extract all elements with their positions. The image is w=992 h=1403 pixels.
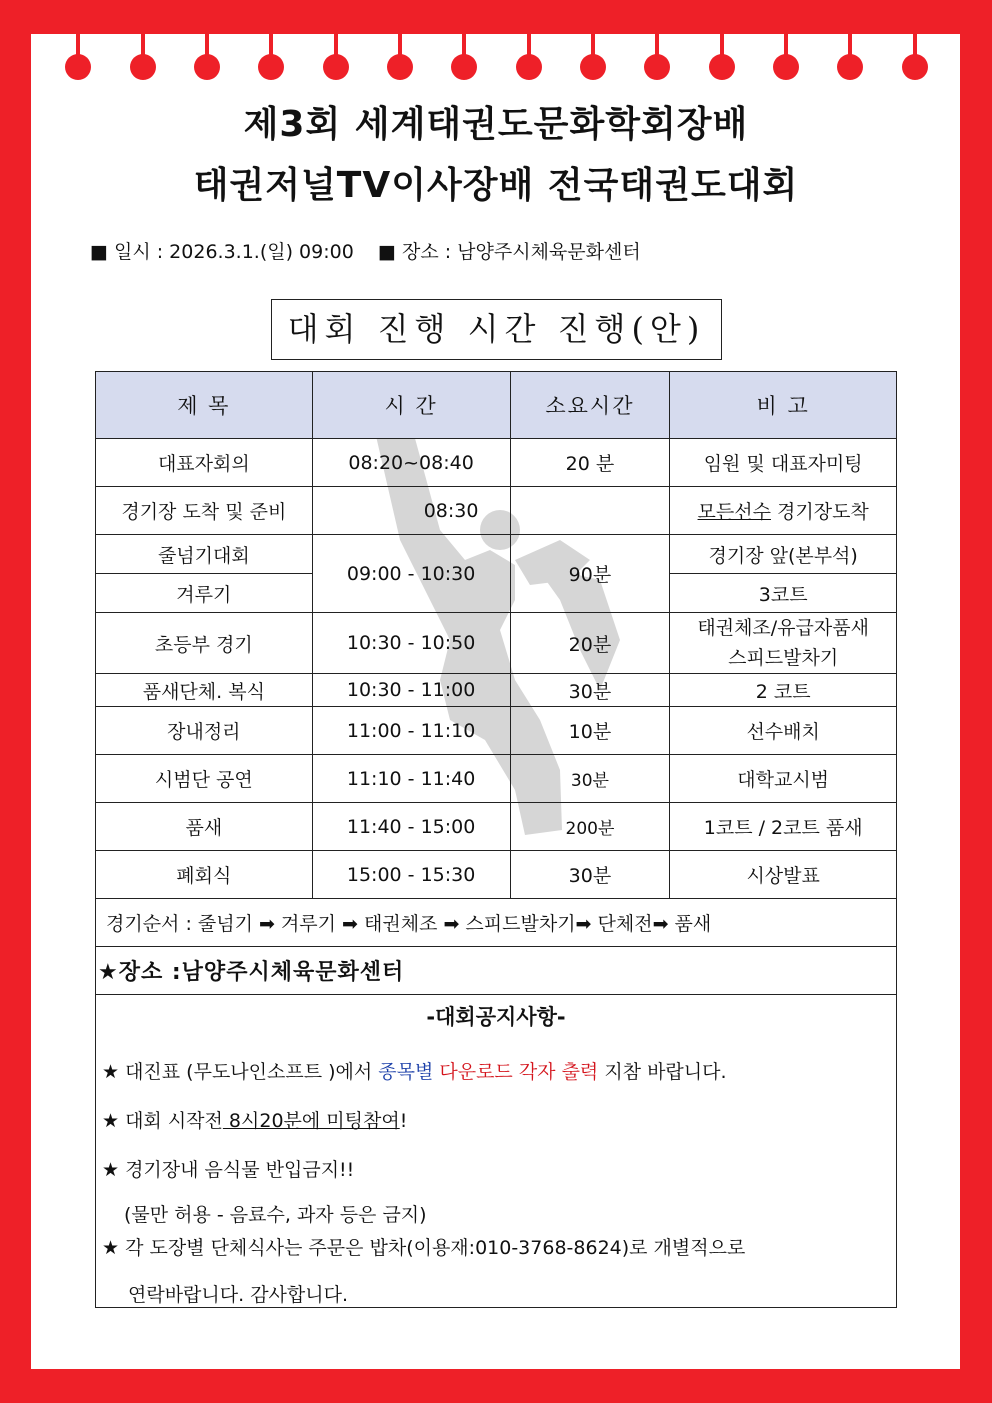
cell-title: 겨루기 <box>96 574 313 613</box>
table-row <box>96 899 897 947</box>
cell-title: 경기장 도착 및 준비 <box>96 487 313 535</box>
dot-decoration <box>65 54 91 80</box>
cell-duration: 30분 <box>510 674 670 707</box>
event-info <box>90 237 641 264</box>
notice-text: 지참 바랍니다. <box>598 1061 727 1083</box>
dot-decoration <box>580 54 606 80</box>
cell-title: 초등부 경기 <box>96 613 313 674</box>
dot-decoration <box>902 54 928 80</box>
venue-row: ★장소 :남양주시체육문화센터 <box>96 947 897 995</box>
dot-decoration <box>194 54 220 80</box>
cell-duration <box>510 487 670 535</box>
cell-note: 3코트 <box>670 574 897 613</box>
note-rest: 경기장도착 <box>770 501 869 523</box>
dot-decoration <box>387 54 413 80</box>
cell-time: 15:00 - 15:30 <box>312 851 510 899</box>
cell-time: 11:10 - 11:40 <box>312 755 510 803</box>
cell-note <box>670 613 897 674</box>
header-title: 제 목 <box>96 372 313 439</box>
cell-time: 10:30 - 10:50 <box>312 613 510 674</box>
cell-duration: 30분 <box>510 755 670 803</box>
notice-item: ★ 경기장내 음식물 반입금지!! <box>102 1159 355 1181</box>
cell-time: 11:40 - 15:00 <box>312 803 510 851</box>
table-row <box>96 613 897 674</box>
cell-title: 대표자회의 <box>96 439 313 487</box>
note-line-1: 태권체조/유급자품새 <box>697 617 869 639</box>
cell-time: 10:30 - 11:00 <box>312 674 510 707</box>
table-row <box>96 707 897 755</box>
schedule-table <box>95 371 897 1308</box>
place-info: ■ 장소 : 남양주시체육문화센터 <box>377 241 641 263</box>
notice-item <box>102 1106 896 1133</box>
cell-note: 시상발표 <box>670 851 897 899</box>
header-time: 시 간 <box>312 372 510 439</box>
table-row <box>96 674 897 707</box>
cell-title: 장내정리 <box>96 707 313 755</box>
cell-title: 폐회식 <box>96 851 313 899</box>
cell-note: 2 코트 <box>670 674 897 707</box>
table-header-row <box>96 372 897 439</box>
dot-decoration <box>644 54 670 80</box>
dot-decoration <box>130 54 156 80</box>
notice-heading: -대회공지사항- <box>426 1005 566 1029</box>
title-line-2: 태권저널TV이사장배 전국태권도대회 <box>193 165 799 206</box>
competition-order: 경기순서 : 줄넘기 ➡ 겨루기 ➡ 태권체조 ➡ 스피드발차기➡ 단체전➡ 품새 <box>96 899 897 947</box>
table-row <box>96 803 897 851</box>
notice-highlight-red: 다운로드 각자 출력 <box>433 1061 599 1083</box>
cell-title: 줄넘기대회 <box>96 535 313 574</box>
cell-duration: 20 분 <box>510 439 670 487</box>
table-row <box>96 535 897 574</box>
title-line-1: 제3회 세계태권도문화학회장배 <box>243 104 749 145</box>
notice-item: ★ 각 도장별 단체식사는 주문은 밥차(이용재:010-3768-8624)로 개별적으로 <box>102 1237 746 1259</box>
cell-title: 품새 <box>96 803 313 851</box>
cell-note: 선수배치 <box>670 707 897 755</box>
cell-duration: 10분 <box>510 707 670 755</box>
header-duration: 소요시간 <box>510 372 670 439</box>
table-row <box>96 755 897 803</box>
dot-decoration <box>709 54 735 80</box>
notice-item <box>102 1057 896 1084</box>
table-row <box>96 947 897 995</box>
table-row <box>96 487 897 535</box>
dot-decoration <box>451 54 477 80</box>
header-note: 비 고 <box>670 372 897 439</box>
notice-subline: 연락바랍니다. 감사합니다. <box>128 1284 349 1306</box>
notice-text: ★ 대진표 (무도나인소프트 )에서 <box>102 1061 379 1083</box>
notice-cell <box>96 995 897 1308</box>
cell-time: 08:20~08:40 <box>312 439 510 487</box>
note-line-2: 스피드발차기 <box>728 647 839 669</box>
cell-note: 대학교시범 <box>670 755 897 803</box>
dot-decoration <box>323 54 349 80</box>
table-row <box>96 439 897 487</box>
note-underlined: 모든선수 <box>697 501 771 523</box>
cell-note <box>670 487 897 535</box>
cell-time: 09:00 - 10:30 <box>312 535 510 613</box>
dot-decoration <box>773 54 799 80</box>
table-row <box>96 851 897 899</box>
notice-highlight-blue: 종목별 <box>378 1061 434 1083</box>
cell-duration: 30분 <box>510 851 670 899</box>
date-info: ■ 일시 : 2026.3.1.(일) 09:00 <box>90 241 354 263</box>
cell-title: 시범단 공연 <box>96 755 313 803</box>
cell-time: 11:00 - 11:10 <box>312 707 510 755</box>
cell-note: 경기장 앞(본부석) <box>670 535 897 574</box>
cell-time: 08:30 <box>312 487 510 535</box>
notice-list <box>96 1057 896 1307</box>
notice-text: ★ 대회 시작전 <box>102 1110 223 1132</box>
notice-row <box>96 995 897 1308</box>
dot-decoration <box>258 54 284 80</box>
cell-duration: 200분 <box>510 803 670 851</box>
cell-note: 1코트 / 2코트 품새 <box>670 803 897 851</box>
cell-note: 임원 및 대표자미팅 <box>670 439 897 487</box>
dot-decoration <box>516 54 542 80</box>
cell-duration: 90분 <box>510 535 670 613</box>
notice-underlined: 8시20분에 미팅참여 <box>222 1110 400 1132</box>
notice-subline: (물만 허용 - 음료수, 과자 등은 금지) <box>124 1204 427 1226</box>
cell-title: 품새단체. 복식 <box>96 674 313 707</box>
notice-text: ! <box>399 1110 408 1132</box>
cell-duration: 20분 <box>510 613 670 674</box>
schedule-subtitle: 대회 진행 시간 진행(안) <box>271 299 722 360</box>
dot-decoration <box>837 54 863 80</box>
